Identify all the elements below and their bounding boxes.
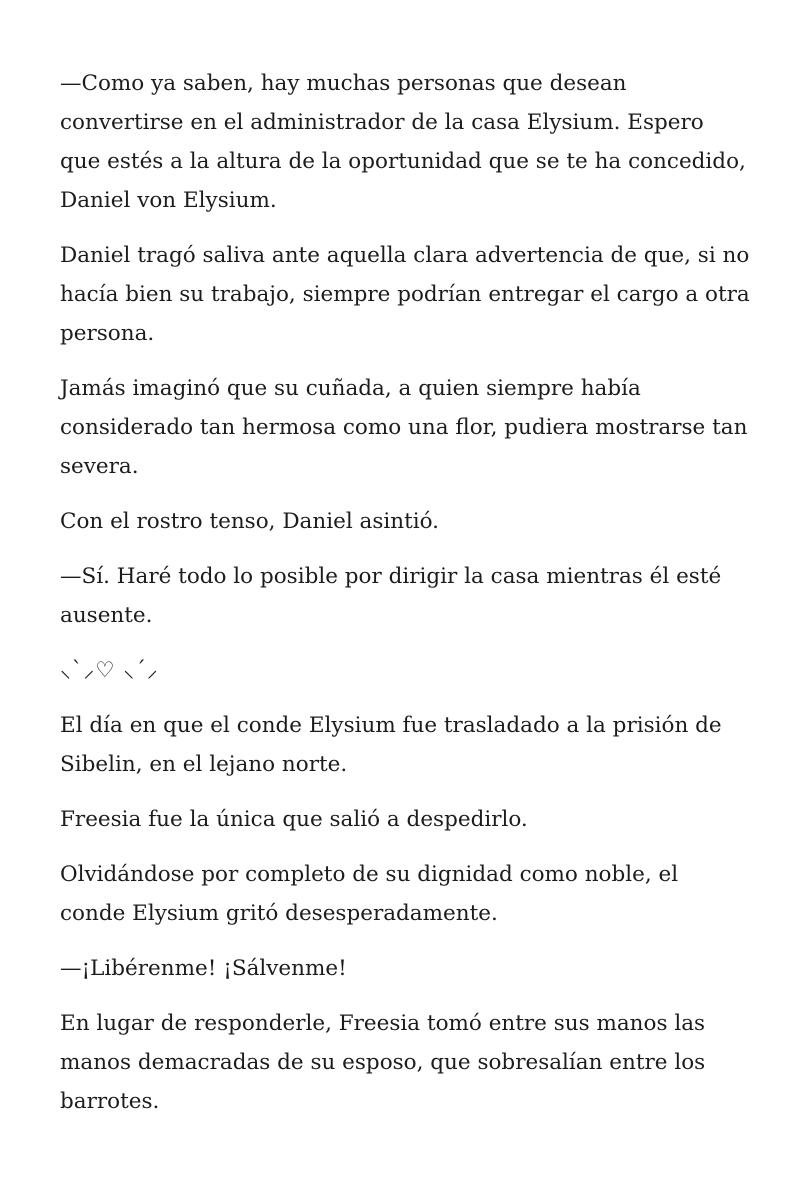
paragraph-never-imagined: Jamás imaginó que su cuñada, a quien siempre había considerado tan hermosa como una flor, pudiera mostrarse tan severa. — [60, 376, 748, 479]
paragraph-dialogue-warning: —Como ya saben, hay muchas personas que desean convertirse en el administrador de la casa Elysium. Espero que estés a la altura de la oportunidad que se te ha concedido, Daniel von Elysium. — [60, 71, 746, 213]
paragraph-daniel-nodded: Con el rostro tenso, Daniel asintió. — [60, 509, 440, 534]
paragraph-daniel-swallowed: Daniel tragó saliva ante aquella clara advertencia de que, si no hacía bien su trabajo, siempre podrían entregar el cargo a otra persona. — [60, 243, 750, 346]
reading-page — [60, 64, 750, 1137]
paragraph-freesia-hands: En lugar de responderle, Freesia tomó entre sus manos las manos demacradas de su esposo, que sobresalían entre los barrotes. — [60, 1011, 706, 1114]
paragraph-count-shouted: Olvidándose por completo de su dignidad como noble, el conde Elysium gritó desesperadamente. — [60, 862, 679, 926]
paragraph-transfer-day: El día en que el conde Elysium fue trasladado a la prisión de Sibelin, en el lejano norte. — [60, 713, 722, 777]
paragraph-freesia-farewell: Freesia fue la única que salió a despedirlo. — [60, 807, 528, 832]
scene-separator: ⸜`⸝♡ ⸜´⸝ — [60, 658, 159, 683]
paragraph-dialogue-daniel: —Sí. Haré todo lo posible por dirigir la casa mientras él esté ausente. — [60, 564, 722, 628]
paragraph-dialogue-count: —¡Libérenme! ¡Sálvenme! — [60, 956, 347, 981]
